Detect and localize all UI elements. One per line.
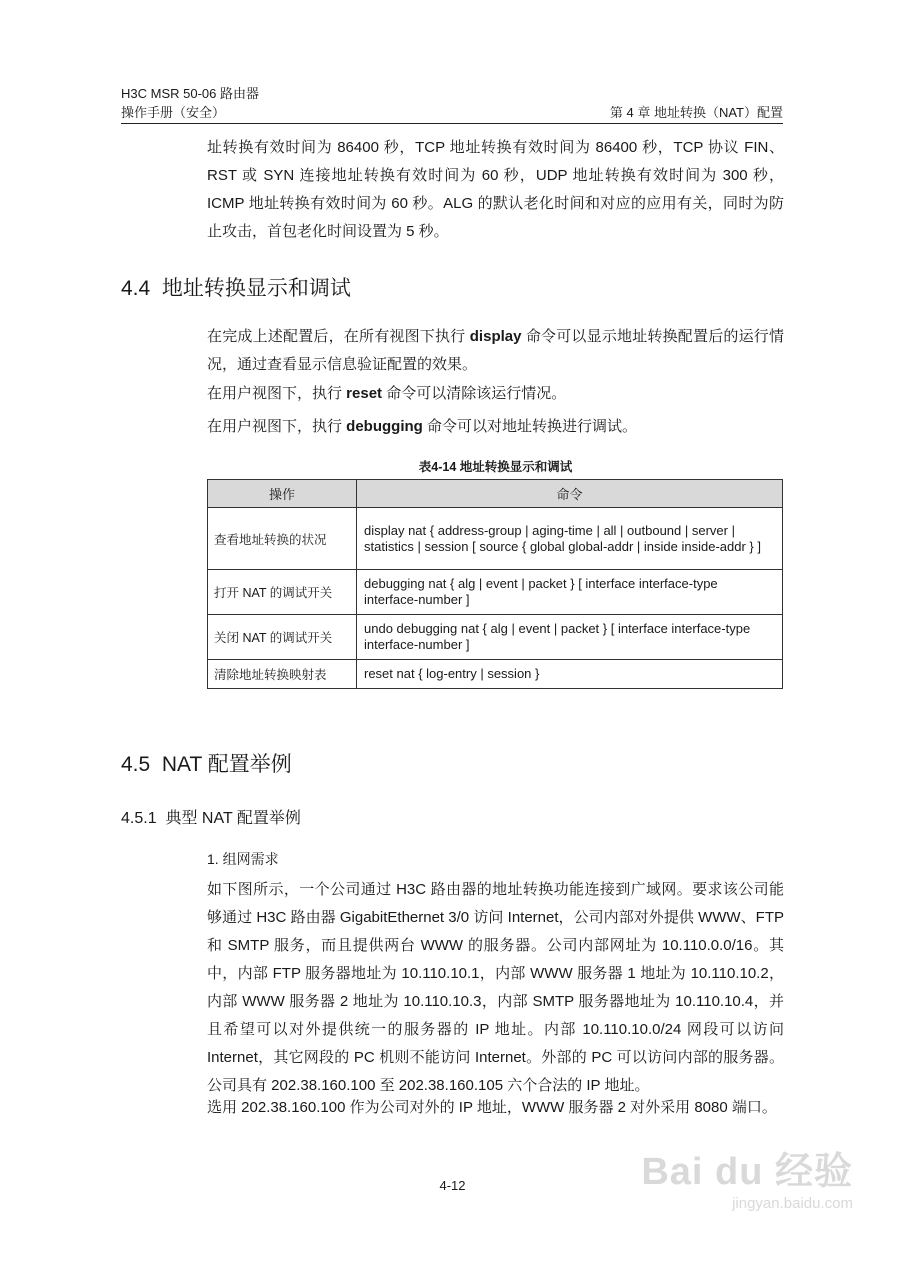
reset-paragraph: 在用户视图下，执行 reset 命令可以清除该运行情况。 bbox=[207, 385, 567, 402]
section-4-4-heading bbox=[121, 272, 351, 302]
subsection-number: 4.5.1 bbox=[121, 810, 157, 827]
intro-paragraph: 址转换有效时间为 86400 秒，TCP 地址转换有效时间为 86400 秒，TCP 协议 FIN、RST 或 SYN 连接地址转换有效时间为 60 秒，UDP 地址转换有效时间为 300 秒，ICMP 地址转换有效时间为 60 秒。ALG 的默认老化时间和对应的应用有关，同时为防止攻击，首包老化时间设置为 5 秒。 bbox=[207, 139, 784, 240]
baidu-watermark bbox=[641, 1150, 853, 1214]
command-cell: reset nat { log-entry | session } bbox=[357, 660, 783, 689]
page-number: 4-12 bbox=[439, 1178, 466, 1193]
display-paragraph: 在完成上述配置后，在所有视图下执行 display 命令可以显示地址转换配置后的运行情况，通过查看显示信息验证配置的效果。 bbox=[207, 328, 785, 373]
column-header-operation: 操作 bbox=[208, 480, 357, 508]
item-heading: 1. 组网需求 bbox=[207, 851, 279, 867]
table-header-row bbox=[208, 480, 783, 508]
operation-cell: 关闭 NAT 的调试开关 bbox=[208, 615, 357, 660]
table-row bbox=[208, 660, 783, 689]
header-product: H3C MSR 50-06 路由器 bbox=[121, 86, 259, 101]
header-chapter: 第 4 章 地址转换（NAT）配置 bbox=[609, 105, 783, 120]
command-cell: debugging nat { alg | event | packet } [ interface interface-type interface-number ] bbox=[357, 570, 783, 615]
watermark-url: jingyan.baidu.com bbox=[732, 1195, 853, 1212]
command-cell: undo debugging nat { alg | event | packet } [ interface interface-type interface-number ] bbox=[357, 615, 783, 660]
operation-cell: 打开 NAT 的调试开关 bbox=[208, 570, 357, 615]
section-number: 4.4 bbox=[121, 277, 151, 300]
table-row bbox=[208, 570, 783, 615]
column-header-command: 命令 bbox=[357, 480, 783, 508]
last-paragraph: 选用 202.38.160.100 作为公司对外的 IP 地址，WWW 服务器 2 对外采用 8080 端口。 bbox=[207, 1099, 777, 1116]
section-title: 地址转换显示和调试 bbox=[161, 277, 351, 300]
operation-cell: 清除地址转换映射表 bbox=[208, 660, 357, 689]
subsection-title: 典型 NAT 配置举例 bbox=[165, 810, 301, 827]
table-row bbox=[208, 615, 783, 660]
command-cell: display nat { address-group | aging-time | all | outbound | server | statistics | session [ source { global global-addr | inside inside-addr } ] bbox=[357, 508, 783, 570]
watermark-brand: Bai du 经验 bbox=[641, 1151, 853, 1193]
section-title: NAT 配置举例 bbox=[161, 753, 292, 776]
reset-keyword: reset bbox=[346, 385, 383, 402]
section-number: 4.5 bbox=[121, 753, 151, 776]
table-row bbox=[208, 508, 783, 570]
operation-cell: 查看地址转换的状况 bbox=[208, 508, 357, 570]
debugging-paragraph: 在用户视图下，执行 debugging 命令可以对地址转换进行调试。 bbox=[207, 418, 637, 435]
network-requirements-paragraph: 如下图所示，一个公司通过 H3C 路由器的地址转换功能连接到广域网。要求该公司能够通过 H3C 路由器 GigabitEthernet 3/0 访问 Internet，公司内部对外提供 WWW、FTP 和 SMTP 服务，而且提供两台 WWW 的服务器。公司内部网址为 10.110.0.0/16。其中，内部 FTP 服务器地址为 10.110.10.1，内部 WWW 服务器 1 地址为 10.110.10.2，内部 WWW 服务器 2 地址为 10.110.10.3，内部 SMTP 服务器地址为 10.110.10.4，并且希望可以对外提供统一的服务器的 IP 地址。内部 10.110.10.0/24 网段可以访问 Internet，其它网段的 PC 机则不能访问 Internet。外部的 PC 可以访问内部的服务器。公司具有 202.38.160.100 至 202.38.160.105 六个合法的 IP 地址。 bbox=[207, 881, 784, 1094]
subsection-4-5-1-heading bbox=[121, 805, 301, 828]
section-4-5-heading bbox=[121, 748, 292, 778]
debugging-keyword: debugging bbox=[346, 418, 423, 435]
display-keyword: display bbox=[469, 328, 522, 345]
command-table bbox=[207, 479, 783, 689]
header-manual: 操作手册（安全） bbox=[121, 105, 226, 120]
table-caption: 表4-14 地址转换显示和调试 bbox=[418, 460, 573, 474]
header-rule bbox=[121, 123, 783, 124]
